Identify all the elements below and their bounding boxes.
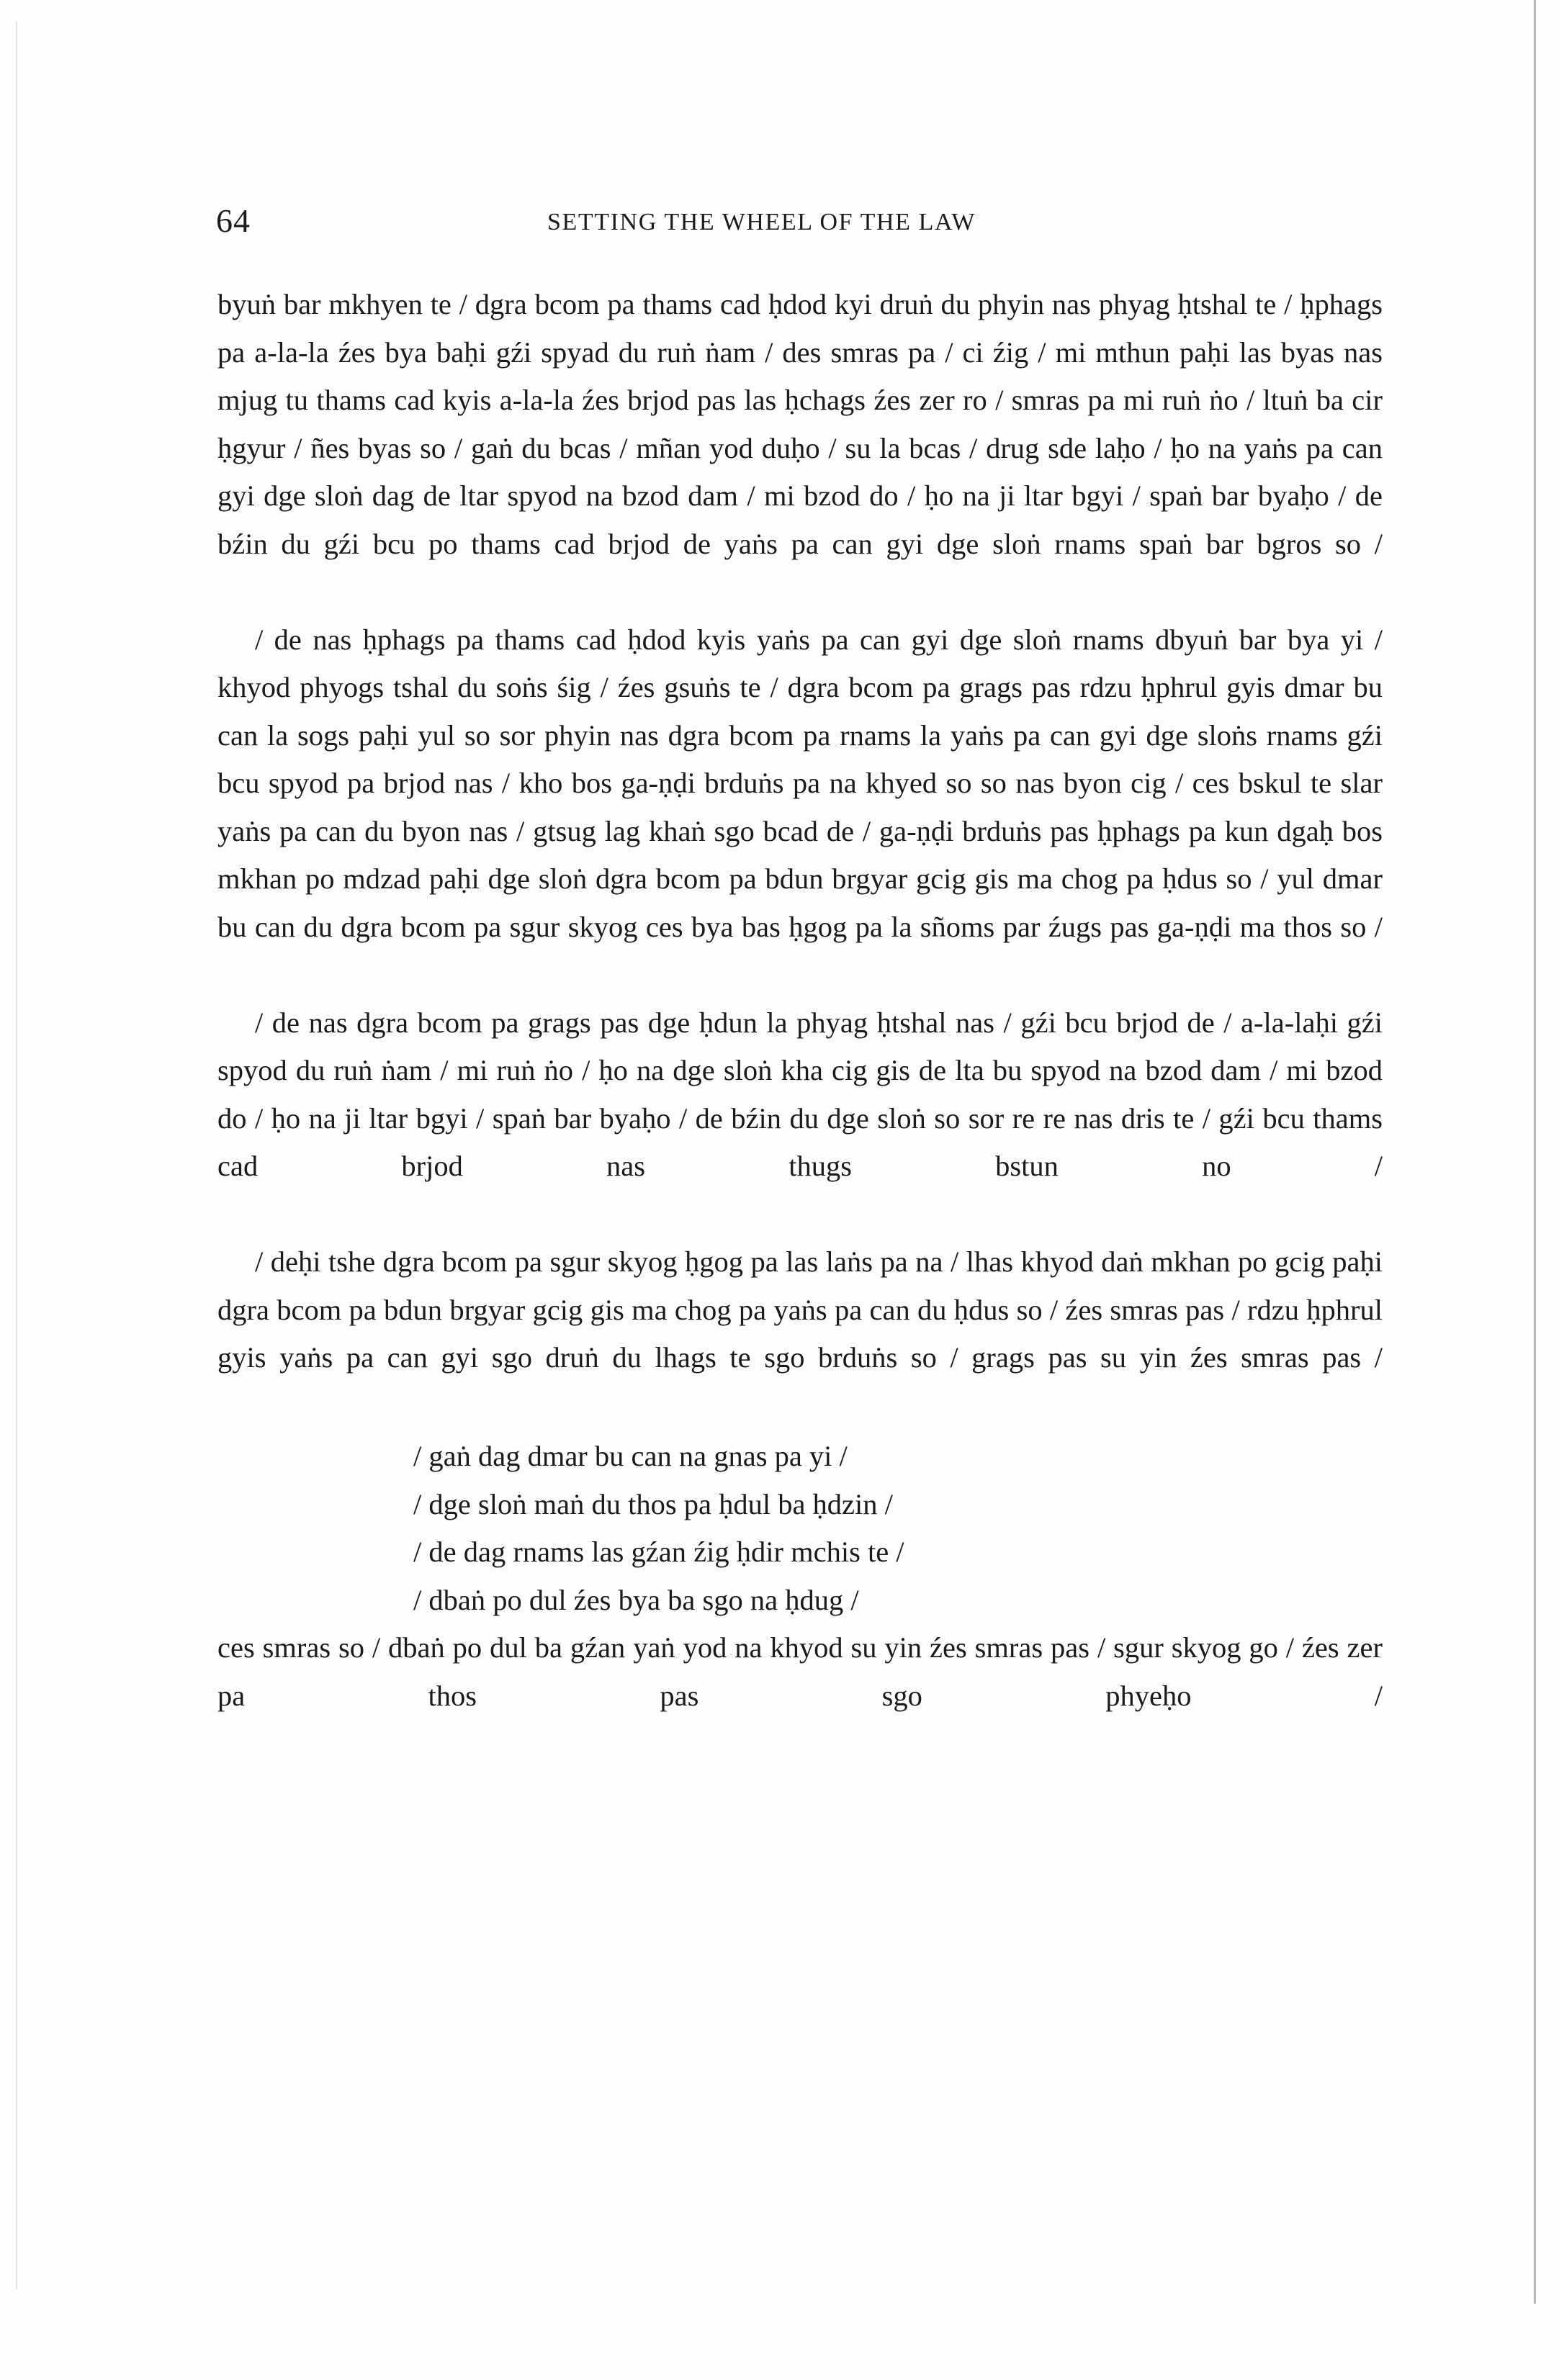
verse-block (413, 1433, 1383, 1624)
paragraph-1: byuṅ bar mkhyen te / dgra bcom pa thams cad ḥdod kyi druṅ du phyin nas phyag ḥtshal te / ḥphags pa a-la-la źes bya baḥi gźi spyad du ruṅ ṅam / des smras pa / ci źig / mi mthun paḥi las byas nas mjug tu thams cad kyis a-la-la źes brjod pas las ḥchags źes zer ro / smras pa mi ruṅ ṅo / ltuṅ ba cir ḥgyur / ñes byas so / gaṅ du bcas / mñan yod duḥo / su la bcas / drug sde laḥo / ḥo na yaṅs pa can gyi dge sloṅ dag de ltar spyod na bzod dam / mi bzod do / ḥo na ji ltar bgyi / spaṅ bar byaḥo / de bźin du gźi bcu po thams cad brjod de yaṅs pa can gyi dge sloṅ rnams spaṅ bar bgros so / (217, 288, 1383, 560)
paragraph-4: / deḥi tshe dgra bcom pa sgur skyog ḥgog pa las laṅs pa na / lhas khyod daṅ mkhan po gcig paḥi dgra bcom pa bdun brgyar gcig gis ma chog pa yaṅs pa can du ḥdus so / źes smras pas / rdzu ḥphrul gyis yaṅs pa can gyi sgo druṅ du lhags te sgo brduṅs so / grags pas su yin źes smras pas / (217, 1245, 1383, 1374)
verse-line: / dbaṅ po dul źes bya ba sgo na ḥdug / (413, 1583, 859, 1616)
paragraph-3: / de nas dgra bcom pa grags pas dge ḥdun la phyag ḥtshal nas / gźi bcu brjod de / a-la-laḥi gźi spyod du ruṅ ṅam / mi ruṅ ṅo / ḥo na dge sloṅ kha cig gis de lta bu spyod na bzod dam / mi bzod do / ḥo na ji ltar bgyi / spaṅ bar byaḥo / de bźin du dge sloṅ so sor re re nas dris te / gźi bcu thams cad brjod nas thugs bstun no / (217, 1006, 1383, 1182)
page-header (216, 202, 1383, 245)
verse-line: / dge sloṅ maṅ du thos pa ḥdul ba ḥdzin / (413, 1487, 893, 1520)
verse-line: / de dag rnams las gźan źig ḥdir mchis te / (413, 1536, 904, 1568)
paragraph-2: / de nas ḥphags pa thams cad ḥdod kyis yaṅs pa can gyi dge sloṅ rnams dbyuṅ bar bya yi / khyod phyogs tshal du soṅs śig / źes gsuṅs te / dgra bcom pa grags pas rdzu ḥphrul gyis dmar bu can la sogs paḥi yul so sor phyin nas dgra bcom pa rnams la yaṅs pa can gyi dge sloṅs rnams gźi bcu spyod pa brjod nas / kho bos ga-ṇḍi brduṅs pa na khyed so so nas byon cig / ces bskul te slar yaṅs pa can du byon nas / gtsug lag khaṅ sgo bcad de / ga-ṇḍi brduṅs pas ḥphags pa kun dgaḥ bos mkhan po mdzad paḥi dge sloṅ dgra bcom pa bdun brgyar gcig gis ma chog pa ḥdus so / yul dmar bu can du dgra bcom pa sgur skyog ces bya bas ḥgog pa la sñoms par źugs pas ga-ṇḍi ma thos so / (217, 623, 1383, 943)
page-number: 64 (216, 202, 251, 239)
closing-paragraph: ces smras so / dbaṅ po dul ba gźan yaṅ yod na khyod su yin źes smras pas / sgur skyog go / źes zer pa thos pas sgo phyeḥo / (217, 1631, 1383, 1712)
page-edge-line-left (16, 22, 17, 2289)
running-head: SETTING THE WHEEL OF THE LAW (547, 209, 976, 235)
verse-line: / gaṅ dag dmar bu can na gnas pa yi / (413, 1440, 848, 1472)
page-edge-line-right (1534, 0, 1536, 2304)
page-body (217, 281, 1383, 1768)
